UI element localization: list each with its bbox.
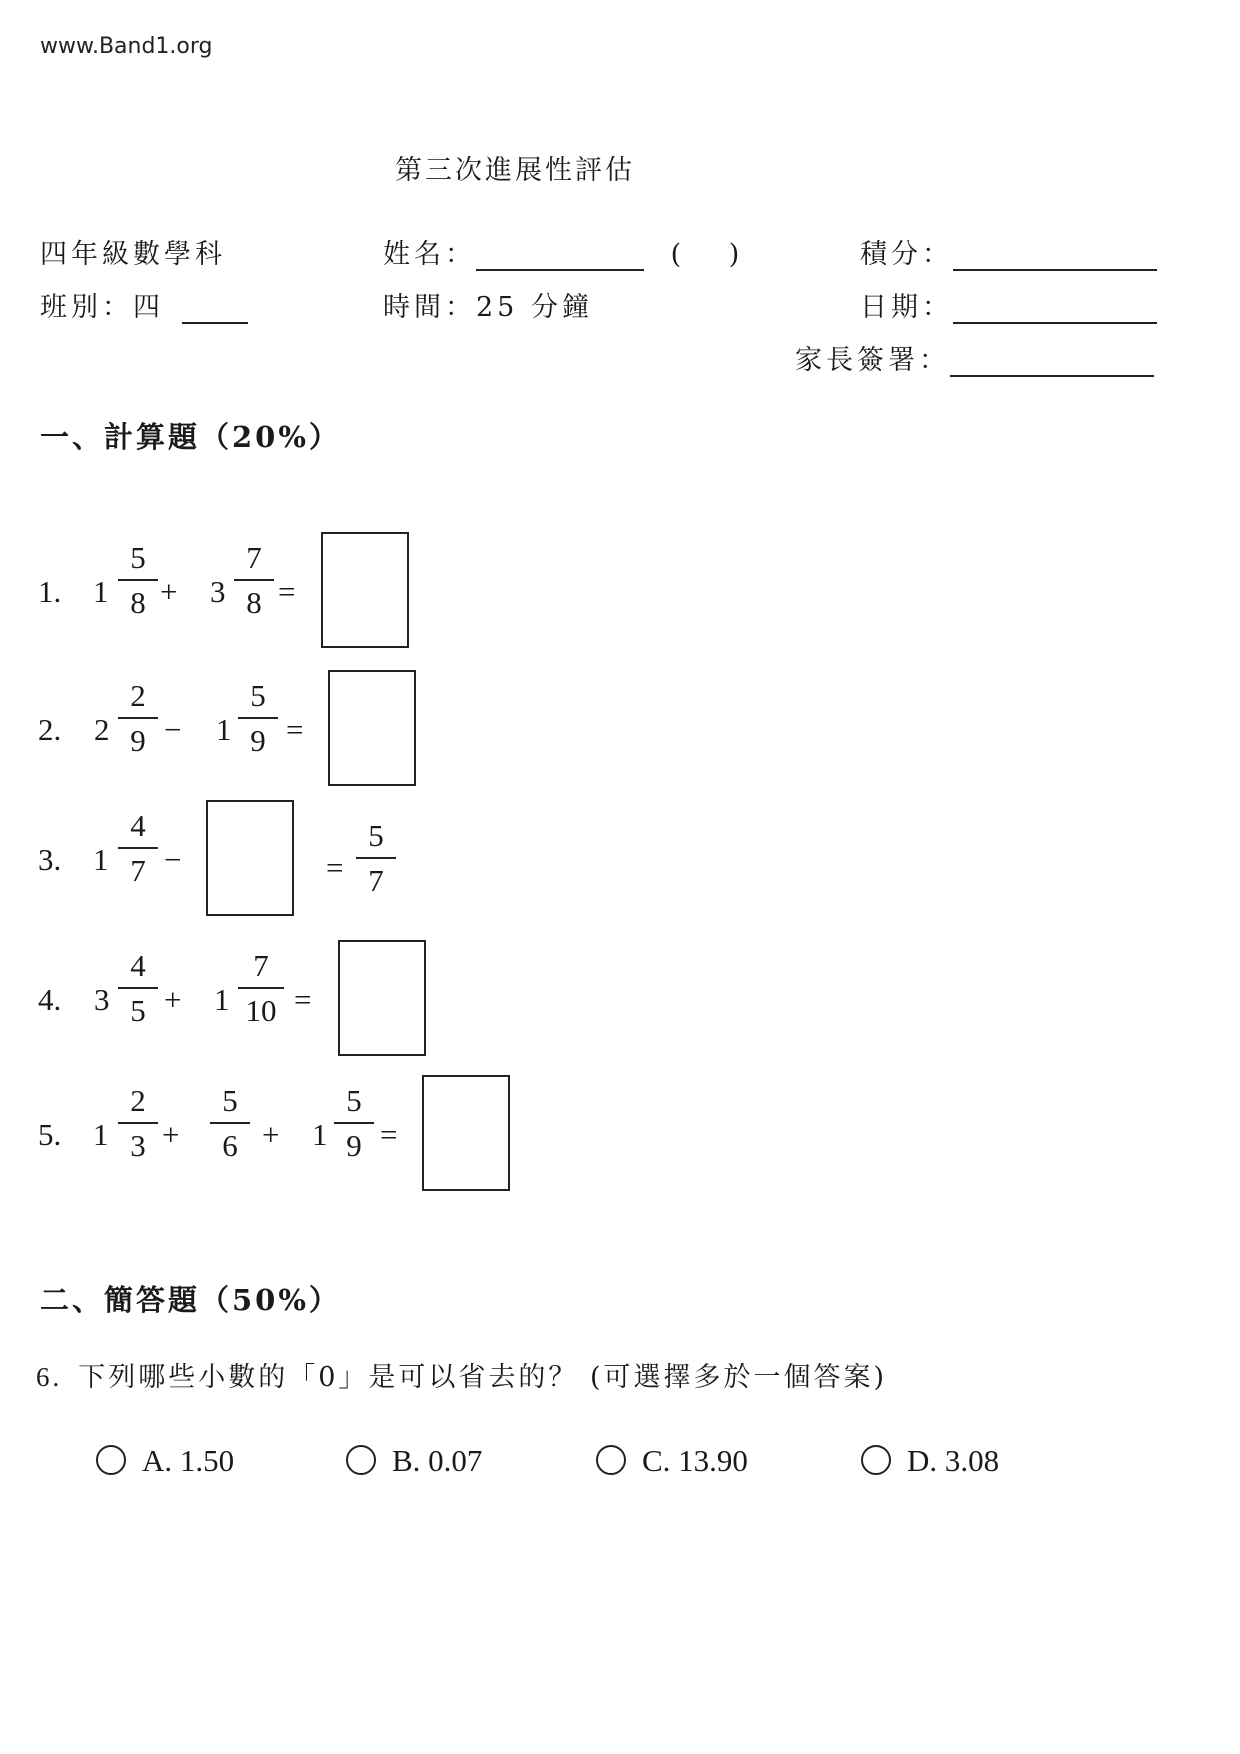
numerator: 2 [130,1083,146,1118]
radio-circle-icon[interactable] [596,1445,626,1475]
whole-number: 1 [312,1117,328,1152]
denominator: 8 [246,585,262,620]
option-label: D. 3.08 [907,1443,1000,1478]
denominator: 7 [130,853,146,888]
option-label: A. 1.50 [142,1443,235,1478]
class-blank[interactable] [182,292,248,324]
signature-label: 家長簽署： [795,345,950,376]
question-number: 3. [38,842,62,877]
numerator: 7 [253,948,269,983]
fraction [238,950,284,1026]
equals-sign: = [380,1117,398,1152]
plus-sign: + [164,982,182,1017]
fraction [118,810,158,886]
section-calculation-title: 一、計算題（20%） [40,420,341,454]
watermark-url: www.Band1.org [40,34,213,59]
page-title: 第三次進展性評估 [395,155,635,186]
numerator: 5 [250,678,266,713]
answer-box[interactable] [328,670,416,786]
option-a[interactable] [96,1443,234,1479]
equals-sign: = [294,982,312,1017]
plus-sign: + [262,1117,280,1152]
equals-sign: = [278,574,296,609]
answer-box[interactable] [206,800,294,916]
answer-box[interactable] [338,940,426,1056]
date-label: 日期： [860,292,953,323]
signature-blank[interactable] [950,345,1154,377]
name-field [383,232,743,271]
equals-sign: = [286,712,304,747]
option-label: C. 13.90 [642,1443,748,1478]
fraction [118,950,158,1026]
fraction [118,542,158,618]
fraction [238,680,278,756]
question-number: 5. [38,1117,62,1152]
fraction [234,542,274,618]
score-blank[interactable] [953,239,1157,271]
subject-label: 四年級數學科 [40,239,226,270]
radio-circle-icon[interactable] [861,1445,891,1475]
signature-field [795,338,1154,377]
radio-circle-icon[interactable] [346,1445,376,1475]
denominator: 3 [130,1128,146,1163]
equals-sign: = [326,850,344,885]
section-short-answer-title: 二、簡答題（50%） [40,1283,341,1317]
fraction [118,680,158,756]
whole-number: 1 [93,1117,109,1152]
score-field [860,232,1157,271]
fraction [210,1085,250,1161]
denominator: 9 [346,1128,362,1163]
fraction [334,1085,374,1161]
whole-number: 1 [216,712,232,747]
numerator: 5 [368,818,384,853]
fraction [118,1085,158,1161]
class-label: 班別：四 [40,292,164,323]
fraction [356,820,396,896]
question-6 [36,1355,887,1394]
whole-number: 2 [94,712,110,747]
numerator: 7 [246,540,262,575]
radio-circle-icon[interactable] [96,1445,126,1475]
question-number: 4. [38,982,62,1017]
question-text: 下列哪些小數的「0」是可以省去的？ (可選擇多於一個答案) [78,1362,888,1393]
whole-number: 3 [94,982,110,1017]
denominator: 9 [250,723,266,758]
answer-box[interactable] [321,532,409,648]
numerator: 4 [130,948,146,983]
plus-sign: + [160,574,178,609]
denominator: 9 [130,723,146,758]
option-label: B. 0.07 [392,1443,483,1478]
whole-number: 1 [93,842,109,877]
time-label: 時間：25 分鐘 [383,292,593,323]
option-d[interactable] [861,1443,999,1479]
question-number: 1. [38,574,62,609]
class-field [40,285,248,324]
whole-number: 1 [214,982,230,1017]
class-number-paren: ( ) [670,239,744,270]
minus-sign: − [164,842,182,877]
whole-number: 3 [210,574,226,609]
numerator: 5 [222,1083,238,1118]
date-blank[interactable] [953,292,1157,324]
numerator: 5 [346,1083,362,1118]
options-row [96,1443,1056,1483]
question-number: 2. [38,712,62,747]
numerator: 4 [130,808,146,843]
denominator: 10 [245,993,277,1028]
denominator: 5 [130,993,146,1028]
name-label: 姓名： [383,239,476,270]
date-field [860,285,1157,324]
answer-box[interactable] [422,1075,510,1191]
option-b[interactable] [346,1443,482,1479]
whole-number: 1 [93,574,109,609]
score-label: 積分： [860,239,953,270]
numerator: 2 [130,678,146,713]
name-blank[interactable] [476,239,644,271]
numerator: 5 [130,540,146,575]
option-c[interactable] [596,1443,748,1479]
minus-sign: − [164,712,182,747]
denominator: 8 [130,585,146,620]
plus-sign: + [162,1117,180,1152]
denominator: 7 [368,863,384,898]
question-number: 6. [36,1362,63,1392]
denominator: 6 [222,1128,238,1163]
